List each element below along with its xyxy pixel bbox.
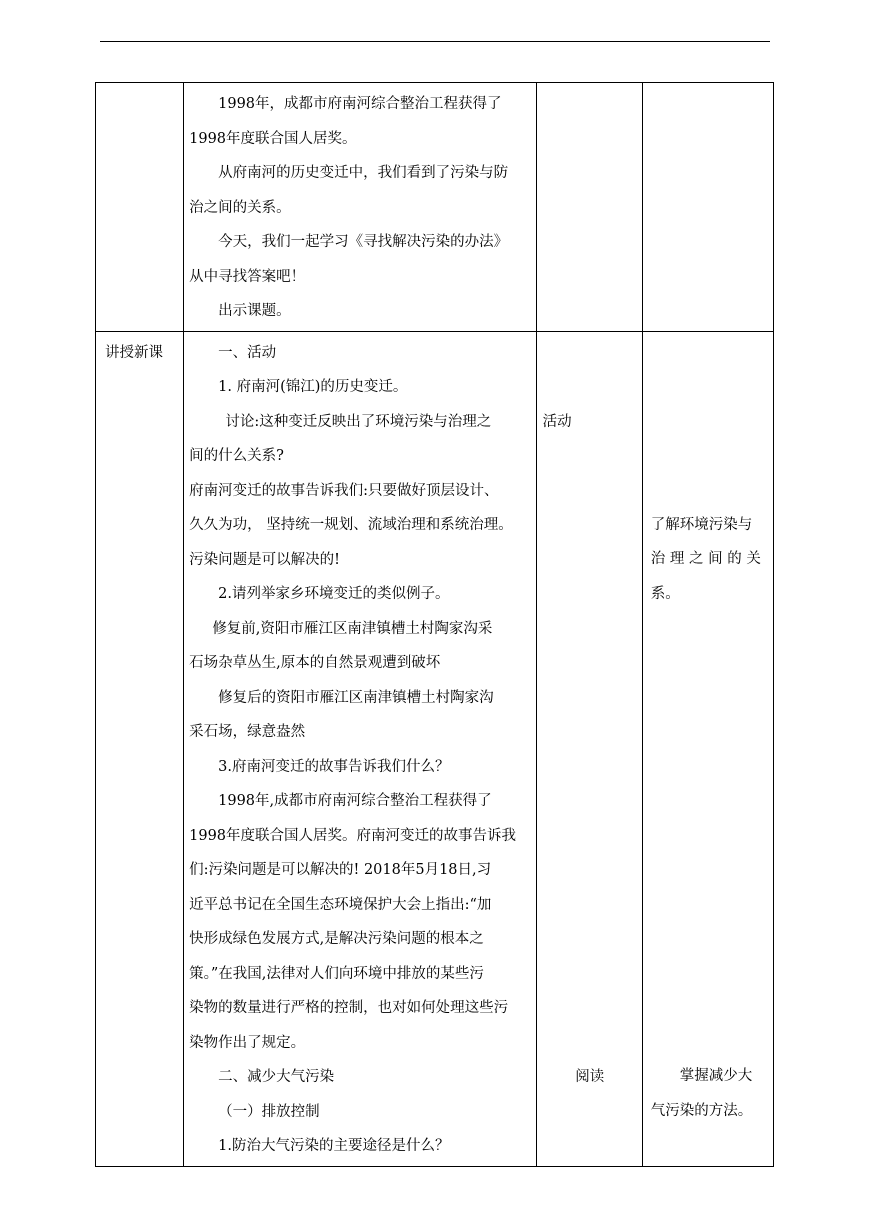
content-line: 石场杂草丛生,原本的自然景观遭到破坏 — [189, 655, 441, 671]
content-line: 染物作出了规定。 — [189, 1034, 306, 1051]
content-line: 污染问题是可以解决的! — [189, 551, 340, 568]
section-heading: 二、减少大气污染 — [218, 1069, 335, 1085]
content-line: 修复前,资阳市雁江区南津镇槽土村陶家沟采 — [212, 620, 493, 637]
goal-line: 治 理 之 间 的 关 — [650, 551, 761, 567]
stage-label: 讲授新课 — [105, 344, 163, 361]
content-line: 从府南河的历史变迁中，我们看到了污染与防 — [218, 165, 509, 181]
activity-cell — [536, 331, 642, 1166]
goal-line: 系。 — [650, 585, 680, 602]
activity-label: 阅读 — [575, 1069, 605, 1085]
goal-line: 气污染的方法。 — [650, 1102, 753, 1119]
content-line: 们:污染问题是可以解决的! 2018年5月18日,习 — [189, 862, 492, 878]
content-line: 间的什么关系? — [189, 448, 284, 464]
stage-cell — [96, 331, 184, 1166]
content-line: 出示课题。 — [218, 303, 291, 319]
table-row-new-lesson — [96, 331, 774, 1166]
content-line: 从中寻找答案吧！ — [189, 268, 306, 285]
content-line: 策。”在我国,法律对人们向环境中排放的某些污 — [189, 965, 484, 982]
content-line: 治之间的关系。 — [189, 199, 291, 216]
subsection-heading: （一）排放控制 — [218, 1103, 320, 1120]
content-line: 1998年,成都市府南河综合整治工程获得了 — [218, 793, 492, 809]
content-line: 修复后的资阳市雁江区南津镇槽土村陶家沟 — [218, 689, 494, 706]
content-line: 久久为功， 坚持统一规划、流域治理和系统治理。 — [189, 517, 513, 533]
content-line: 染物的数量进行严格的控制，也对如何处理这些污 — [189, 1000, 509, 1016]
activity-label: 活动 — [542, 413, 572, 430]
goal-cell — [642, 331, 773, 1166]
content-line: 采石场，绿意盎然 — [189, 724, 306, 740]
content-cell — [184, 83, 537, 332]
goal-line: 掌握减少大 — [679, 1068, 753, 1084]
content-line: 1998年度联合国人居奖。 — [189, 130, 357, 147]
content-line: 1. 府南河(锦江)的历史变迁。 — [218, 379, 408, 395]
content-line: 1.防治大气污染的主要途径是什么？ — [218, 1138, 450, 1154]
content-line: 2.请列举家乡环境变迁的类似例子。 — [218, 586, 450, 602]
goal-line: 了解环境污染与 — [650, 516, 753, 533]
table-row-intro — [96, 83, 774, 332]
content-line: 今天，我们一起学习《寻找解决污染的办法》 — [218, 234, 509, 250]
content-line: 1998年，成都市府南河综合整治工程获得了 — [218, 96, 502, 112]
content-line: 近平总书记在全国生态环境保护大会上指出:“加 — [189, 896, 492, 913]
stage-cell — [96, 83, 184, 332]
content-line: 讨论:这种变迁反映出了环境污染与治理之 — [225, 413, 492, 430]
section-heading: 一、活动 — [218, 344, 277, 361]
content-cell — [184, 331, 537, 1166]
content-line: 1998年度联合国人居奖。府南河变迁的故事告诉我 — [189, 827, 517, 844]
goal-cell — [642, 83, 773, 332]
content-line: 府南河变迁的故事告诉我们:只要做好顶层设计、 — [189, 482, 499, 499]
lesson-plan-table — [95, 82, 774, 1167]
content-line: 3.府南河变迁的故事告诉我们什么？ — [218, 758, 450, 775]
activity-cell — [536, 83, 642, 332]
header-rule — [100, 41, 770, 42]
content-line: 快形成绿色发展方式,是解决污染问题的根本之 — [189, 931, 484, 947]
